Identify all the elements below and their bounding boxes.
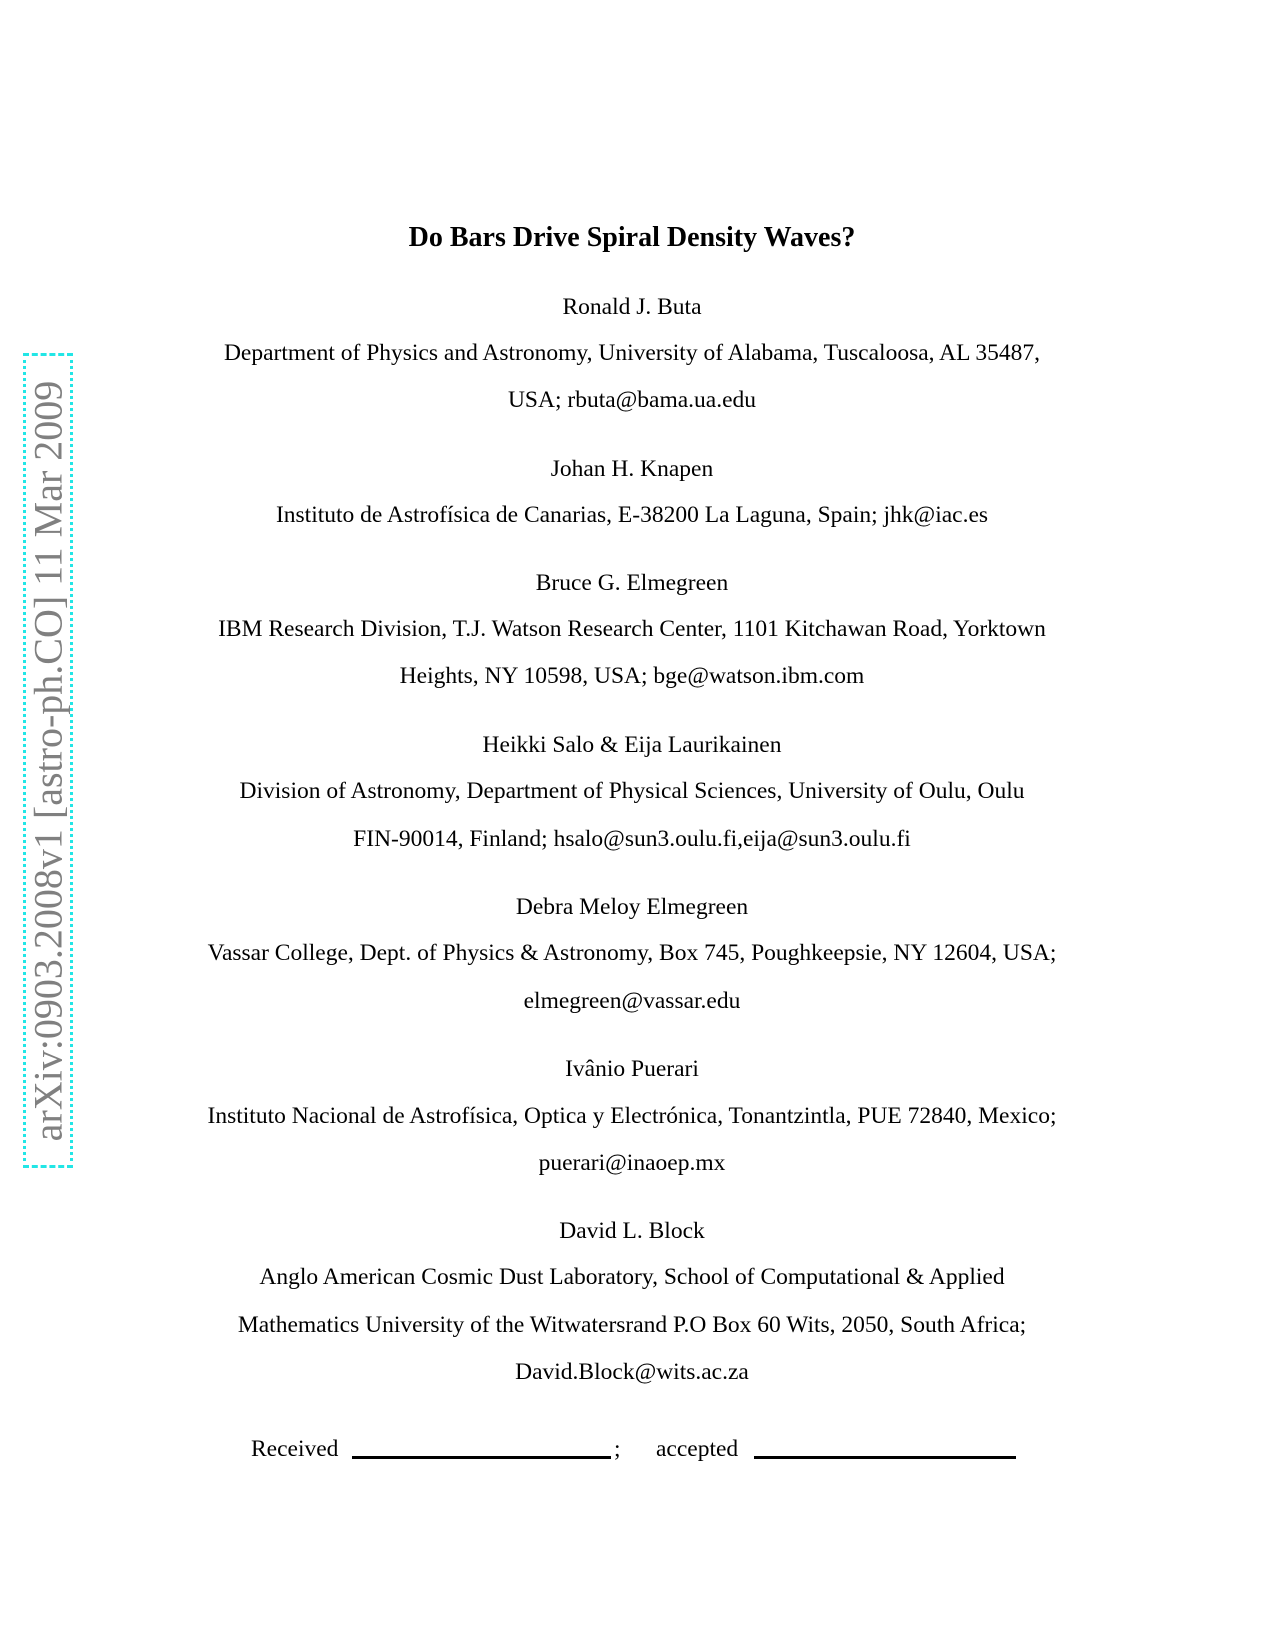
paper-title: Do Bars Drive Spiral Density Waves? [408,222,856,253]
accepted-blank-line [754,1456,1016,1459]
author-affiliation: elmegreen@vassar.edu [523,988,741,1014]
author-affiliation: Heights, NY 10598, USA; bge@watson.ibm.com [399,663,865,689]
received-label: Received [251,1436,339,1462]
author-name: Bruce G. Elmegreen [535,570,729,596]
author-name: Ronald J. Buta [562,294,702,320]
author-name: Heikki Salo & Eija Laurikainen [482,732,782,758]
author-affiliation: Instituto Nacional de Astrofísica, Optica y Electrónica, Tonantzintla, PUE 72840, Mexico; [207,1103,1057,1129]
author-affiliation: USA; rbuta@bama.ua.edu [507,387,757,413]
author-affiliation: IBM Research Division, T.J. Watson Research Center, 1101 Kitchawan Road, Yorktown [218,616,1046,642]
author-name: Debra Meloy Elmegreen [515,894,749,920]
author-affiliation: Instituto de Astrofísica de Canarias, E-38200 La Laguna, Spain; jhk@iac.es [275,502,989,528]
separator: ; [614,1436,621,1462]
accepted-label: accepted [656,1436,739,1462]
author-affiliation: Vassar College, Dept. of Physics & Astronomy, Box 745, Poughkeepsie, NY 12604, USA; [207,940,1057,966]
author-affiliation: Department of Physics and Astronomy, University of Alabama, Tuscaloosa, AL 35487, [223,340,1041,366]
author-affiliation: Mathematics University of the Witwatersrand P.O Box 60 Wits, 2050, South Africa; [237,1312,1027,1338]
arxiv-stamp-text: arXiv:0903.2008v1 [astro-ph.CO] 11 Mar 2009 [25,380,71,1141]
author-affiliation: FIN-90014, Finland; hsalo@sun3.oulu.fi,eija@sun3.oulu.fi [353,826,911,852]
author-name: Johan H. Knapen [550,456,714,482]
received-blank-line [352,1456,611,1459]
author-affiliation: David.Block@wits.ac.za [515,1359,749,1385]
author-affiliation: Division of Astronomy, Department of Physical Sciences, University of Oulu, Oulu [239,778,1025,804]
author-name: David L. Block [559,1218,705,1244]
author-affiliation: puerari@inaoep.mx [538,1150,726,1176]
author-affiliation: Anglo American Cosmic Dust Laboratory, School of Computational & Applied [259,1264,1005,1290]
author-name: Ivânio Puerari [565,1056,699,1082]
